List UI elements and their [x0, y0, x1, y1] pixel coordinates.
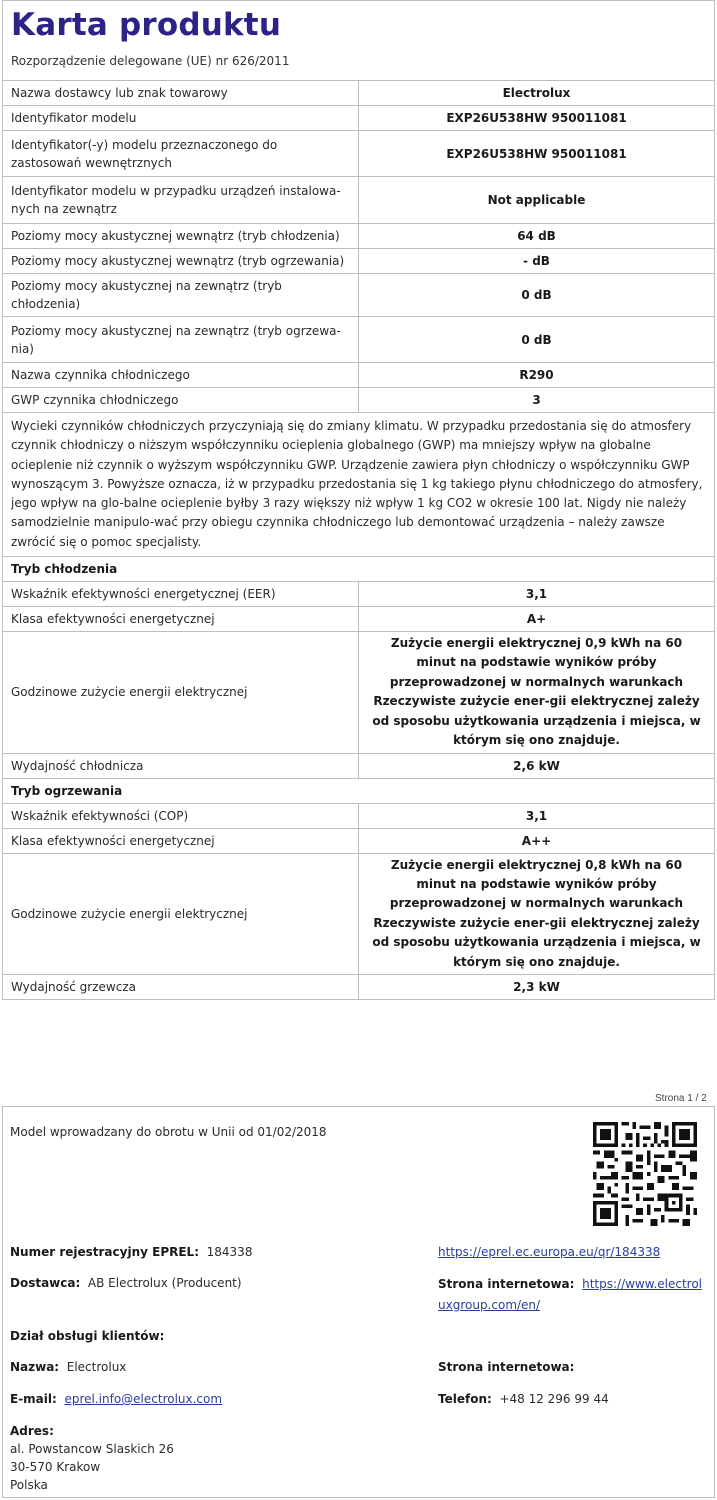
- cooling-heading: Tryb chłodzenia: [3, 557, 715, 582]
- phone-label: Telefon:: [438, 1392, 492, 1406]
- row-label: Godzinowe zużycie energii elektrycznej: [3, 853, 359, 974]
- row-label: Nazwa dostawcy lub znak towarowy: [3, 81, 359, 106]
- service-heading: Dział obsługi klientów:: [10, 1329, 165, 1343]
- row-label: Identyfikator modelu w przypadku urządzeń instalowa-nych na zewnątrz: [3, 177, 359, 224]
- qr-code-icon: [593, 1122, 697, 1226]
- row-value: A++: [359, 828, 715, 853]
- row-value: A+: [359, 607, 715, 632]
- eprel-registration: [10, 1243, 252, 1261]
- website-label: Strona internetowa:: [438, 1277, 575, 1291]
- table-row: [3, 81, 715, 106]
- row-label: Wskaźnik efektywności (COP): [3, 803, 359, 828]
- row-value: 3: [359, 388, 715, 413]
- service-email: [10, 1390, 222, 1408]
- refrigerant-note-row: [3, 413, 715, 557]
- row-label: Poziomy mocy akustycznej na zewnątrz (tryb ogrzewa-nia): [3, 317, 359, 363]
- section-row: [3, 557, 715, 582]
- table-row: [3, 853, 715, 974]
- section-row: [3, 778, 715, 803]
- table-row: [3, 274, 715, 317]
- row-label: Klasa efektywności energetycznej: [3, 607, 359, 632]
- row-label: GWP czynnika chłodniczego: [3, 388, 359, 413]
- eprel-label: Numer rejestracyjny EPREL:: [10, 1245, 199, 1259]
- table-row: [3, 803, 715, 828]
- header: [2, 0, 715, 80]
- table-row: [3, 317, 715, 363]
- row-label: Godzinowe zużycie energii elektrycznej: [3, 632, 359, 753]
- eprel-value: 184338: [206, 1245, 253, 1259]
- row-value: 3,1: [359, 582, 715, 607]
- row-label: Poziomy mocy akustycznej wewnątrz (tryb chłodzenia): [3, 224, 359, 249]
- row-value: R290: [359, 363, 715, 388]
- row-value: Zużycie energii elektrycznej 0,9 kWh na 60 minut na podstawie wyników próby przeprowadzonej w normalnych warunkach Rzeczywiste zużycie ener-gii elektrycznej zależy od sposobu użytkowania urządzenia i miejsca, w którym się ono znajduje.: [359, 632, 715, 753]
- supplier-line: [10, 1274, 242, 1292]
- table-row: [3, 106, 715, 131]
- row-label: Klasa efektywności energetycznej: [3, 828, 359, 853]
- table-row: [3, 177, 715, 224]
- spec-table: [2, 80, 715, 1000]
- table-row: [3, 224, 715, 249]
- row-value: 64 dB: [359, 224, 715, 249]
- table-row: [3, 131, 715, 177]
- table-row: [3, 363, 715, 388]
- row-label: Identyfikator modelu: [3, 106, 359, 131]
- row-value: 2,3 kW: [359, 974, 715, 999]
- row-value: 2,6 kW: [359, 753, 715, 778]
- email-link[interactable]: eprel.info@electrolux.com: [64, 1392, 223, 1406]
- service-name: [10, 1358, 126, 1376]
- name-label: Nazwa:: [10, 1360, 60, 1374]
- row-value: - dB: [359, 249, 715, 274]
- row-label: Wydajność grzewcza: [3, 974, 359, 999]
- row-value: 0 dB: [359, 274, 715, 317]
- table-row: [3, 388, 715, 413]
- row-label: Poziomy mocy akustycznej na zewnątrz (tryb chłodzenia): [3, 274, 359, 317]
- row-label: Nazwa czynnika chłodniczego: [3, 363, 359, 388]
- phone-value: +48 12 296 99 44: [499, 1392, 609, 1406]
- row-label: Identyfikator(-y) modelu przeznaczonego do zastosowań wewnętrznych: [3, 131, 359, 177]
- address-line-3: Polska: [10, 1478, 48, 1492]
- table-row: [3, 582, 715, 607]
- name-value: Electrolux: [66, 1360, 127, 1374]
- address-line-2: 30-570 Krakow: [10, 1460, 101, 1474]
- eprel-link-text[interactable]: https://eprel.ec.europa.eu/qr/184338: [438, 1245, 661, 1259]
- service-website: Strona internetowa:: [438, 1360, 575, 1374]
- row-value: 0 dB: [359, 317, 715, 363]
- website-line: [438, 1274, 708, 1316]
- table-row: [3, 828, 715, 853]
- market-note: Model wprowadzany do obrotu w Unii od 01/02/2018: [10, 1125, 327, 1139]
- table-row: [3, 607, 715, 632]
- product-sheet: [2, 0, 715, 1000]
- address-heading: Adres:: [10, 1424, 54, 1438]
- website-link[interactable]: https://www.electrol: [582, 1277, 703, 1291]
- website-link-cont[interactable]: uxgroup.com/en/: [438, 1298, 541, 1312]
- row-label: Wskaźnik efektywności energetycznej (EER): [3, 582, 359, 607]
- row-label: Poziomy mocy akustycznej wewnątrz (tryb ogrzewania): [3, 249, 359, 274]
- address-line-1: al. Powstancow Slaskich 26: [10, 1442, 174, 1456]
- table-row: [3, 974, 715, 999]
- row-value: Zużycie energii elektrycznej 0,8 kWh na 60 minut na podstawie wyników próby przeprowadzonej w normalnych warunkach Rzeczywiste zużycie ener-gii elektrycznej zależy od sposobu użytkowania urządzenia i miejsca, w którym się ono znajduje.: [359, 853, 715, 974]
- supplier-value: AB Electrolux (Producent): [87, 1276, 242, 1290]
- eprel-link[interactable]: [438, 1243, 660, 1261]
- page-number: Strona 1 / 2: [655, 1093, 707, 1104]
- table-row: [3, 632, 715, 753]
- supplier-box: [2, 1106, 715, 1498]
- heating-heading: Tryb ogrzewania: [3, 778, 715, 803]
- row-value: EXP26U538HW 950011081: [359, 106, 715, 131]
- table-row: [3, 249, 715, 274]
- row-value: Not applicable: [359, 177, 715, 224]
- row-value: Electrolux: [359, 81, 715, 106]
- service-phone: [438, 1390, 609, 1408]
- row-value: 3,1: [359, 803, 715, 828]
- regulation-reference: Rozporządzenie delegowane (UE) nr 626/2011: [11, 54, 290, 68]
- email-label: E-mail:: [10, 1392, 57, 1406]
- row-value: EXP26U538HW 950011081: [359, 131, 715, 177]
- table-row: [3, 753, 715, 778]
- row-label: Wydajność chłodnicza: [3, 753, 359, 778]
- refrigerant-note: Wycieki czynników chłodniczych przyczyniają się do zmiany klimatu. W przypadku przedostania się do atmosfery czynnik chłodniczy o niższym współczynniku ocieplenia globalnego (GWP) ma mniejszy wpływ na globalne ocieplenie niż czynnik o wyższym współczynniku GWP. Urządzenie zawiera płyn chłodniczy o współczynniku GWP wynoszącym 3. Powyższe oznacza, iż w przypadku przedostania się 1 kg takiego płynu chłodniczego do atmosfery, jego wpływ na glo-balne ocieplenie byłby 3 razy większy niż wpływ 1 kg CO2 w okresie 100 lat. Nigdy nie należy samodzielnie manipulo-wać przy obiegu czynnika chłodniczego lub demontować urządzenia – należy zawsze zwrócić się o pomoc specjalisty.: [3, 413, 715, 557]
- supplier-label: Dostawca:: [10, 1276, 81, 1290]
- page-title: Karta produktu: [11, 7, 282, 43]
